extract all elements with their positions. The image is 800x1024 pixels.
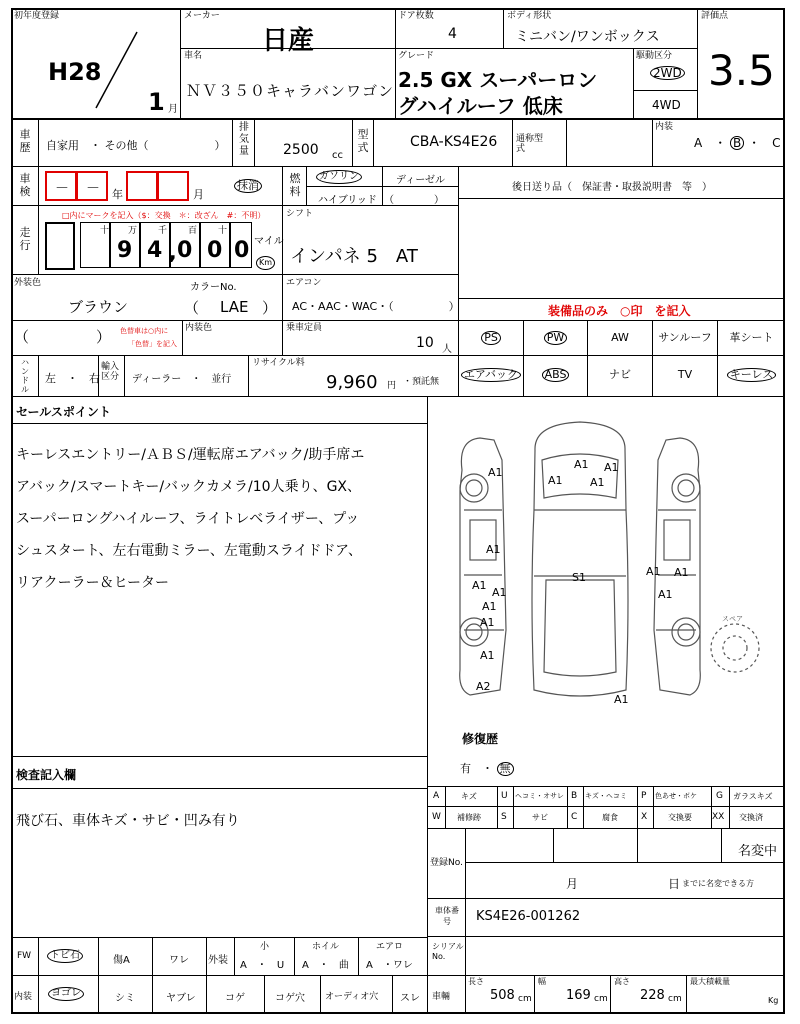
interior-grade: A ・ B ・ C	[694, 136, 781, 150]
wheel-label: ホイル	[312, 942, 340, 952]
load-unit: Kg	[768, 996, 779, 1005]
interior-audio-hole[interactable]: オーディオ穴	[325, 992, 379, 1002]
inspection-expired: 抹消	[234, 179, 262, 193]
height-label: 高さ	[614, 977, 630, 986]
mileage-note: □内にマークを記入（$：交換 ＊：改ざん #：不明）	[62, 211, 266, 220]
equip-keyless[interactable]: キーレス	[718, 360, 785, 390]
sales-line-4: シュスタート、左右電動ミラー、左電動スライドドア、	[16, 543, 362, 559]
color-change-note1: 色替車は○内に	[120, 327, 169, 335]
displacement: 2500	[283, 142, 319, 158]
interior-tear[interactable]: ヤブレ	[166, 993, 196, 1004]
recycle-fee: 9,960	[326, 372, 378, 393]
mileage-unit-ju: 十	[218, 226, 228, 236]
model-code: CBA-KS4E26	[410, 134, 498, 150]
damage-mark: A1	[480, 616, 495, 629]
grade-line1: 2.5 GX スーパーロン	[398, 68, 598, 92]
history-label: 車歴	[19, 128, 31, 154]
legend-desc: サビ	[532, 813, 548, 822]
fuel-gasoline: ガソリン	[316, 170, 362, 184]
length-label: 長さ	[468, 977, 484, 986]
color-no-open: （	[184, 299, 200, 317]
mileage-box-0[interactable]	[45, 222, 75, 270]
legend-code: C	[571, 812, 578, 822]
width-label: 幅	[538, 977, 546, 986]
registration-label: 登録No.	[430, 858, 463, 868]
legend-code: P	[641, 791, 647, 801]
aero-value[interactable]: A ・ワレ	[366, 960, 413, 971]
small-value[interactable]: A ・ U	[240, 960, 285, 971]
displacement-unit: cc	[332, 150, 343, 161]
damage-mark: A1	[472, 579, 487, 592]
damage-mark: S1	[572, 571, 586, 584]
mileage-unit-hyaku: 百	[188, 226, 198, 236]
import-label: 輸入区分	[101, 362, 120, 382]
recycle-label: リサイクル料	[252, 358, 305, 368]
date-slash	[92, 30, 142, 110]
mileage-comma: ,	[169, 240, 177, 264]
maker: 日産	[262, 26, 315, 56]
color-change-note2: 「色替」を記入	[128, 340, 177, 348]
repair-history-label: 修復歴	[462, 732, 499, 746]
legend-code: G	[716, 791, 723, 801]
damage-mark: A1	[486, 543, 501, 556]
wheel-value[interactable]: A ・ 曲	[302, 960, 349, 971]
fw-label: FW	[17, 951, 32, 961]
score: 3.5	[708, 46, 775, 95]
damage-mark: A1	[492, 586, 507, 599]
drive-label: 駆動区分	[636, 51, 673, 61]
capacity-label: 乗車定員	[286, 323, 323, 333]
color-change-open: （	[14, 328, 30, 346]
shift-label: シフト	[286, 209, 314, 219]
damage-mark: A1	[646, 565, 661, 578]
legend-code: X	[641, 812, 648, 822]
legend-code: U	[501, 791, 508, 801]
sales-line-2: アバック/スマートキー/バックカメラ/10人乗り、GX、	[16, 479, 362, 495]
dims-label: 車輛	[432, 992, 451, 1002]
handle-label: ハンドル	[21, 358, 29, 394]
car-diagram	[430, 400, 782, 720]
sales-line-5: リアクーラー＆ヒーター	[16, 575, 170, 591]
score-label: 評価点	[701, 11, 729, 21]
equip-navi[interactable]: ナビ	[609, 368, 631, 381]
serial-label: シリアルNo.	[432, 942, 464, 961]
legend-desc: キズ	[461, 792, 477, 801]
equipment-header: 装備品のみ ○印 を記入	[548, 304, 691, 318]
exterior-color-label: 外装色	[14, 278, 42, 288]
damage-mark: A1	[548, 474, 563, 487]
interior-stain[interactable]: ヨゴレ	[48, 987, 84, 1001]
car-name-label: 車名	[184, 51, 203, 61]
body-label: ボディ形状	[507, 11, 552, 21]
fw-crack[interactable]: ワレ	[169, 955, 189, 966]
delivery-items: 後日送り品（ 保証書・取扱説明書 等 ）	[512, 182, 712, 193]
damage-mark: A1	[482, 600, 497, 613]
first-reg-month: 1	[148, 88, 165, 116]
drive-2wd: 2WD	[650, 66, 685, 80]
legend-code: S	[501, 812, 507, 822]
displacement-label: 排気量	[239, 122, 249, 157]
sales-line-3: スーパーロングハイルーフ、ライトレベライザー、プッ	[16, 511, 360, 527]
mileage-unit-sen: 千	[158, 226, 168, 236]
inspection-notes: 飛び石、車体キズ・サビ・凹み有り	[16, 813, 240, 829]
color-change-close: ）	[96, 328, 112, 346]
legend-desc: 色あせ・ボケ	[655, 792, 697, 800]
model-label: 型式	[357, 128, 369, 154]
interior-wear[interactable]: スレ	[400, 993, 420, 1004]
registration-month: 月	[566, 877, 579, 891]
equip-tv[interactable]: TV	[677, 368, 693, 381]
interior-color-label: 内装色	[185, 323, 213, 333]
registration-deadline: までに名変できる方	[682, 879, 754, 888]
name-change: 名変中	[738, 844, 778, 859]
color-no-label: カラーNo.	[190, 282, 237, 293]
damage-mark: A2	[476, 680, 491, 693]
recycle-note: ・預託無	[403, 377, 440, 387]
mileage-digit-3: 0	[177, 238, 193, 263]
interior-burn[interactable]: コゲ	[225, 993, 245, 1004]
interior-row-label: 内装	[14, 992, 33, 1002]
mileage-digit-2: 4	[147, 238, 163, 263]
legend-desc: 交換済	[739, 813, 763, 822]
equip-pw[interactable]: PW	[524, 323, 587, 353]
legend-desc: 補修跡	[457, 813, 481, 822]
registration-day: 日	[668, 877, 681, 891]
legend-code: A	[433, 791, 440, 801]
doors-label: ドア枚数	[398, 11, 434, 21]
inspection-sep2: －	[86, 181, 100, 197]
mileage-unit-ten: 十	[100, 226, 110, 236]
legend-code: B	[571, 791, 578, 801]
fw-scratch[interactable]: 傷A	[113, 955, 130, 966]
height-unit: cm	[668, 994, 682, 1004]
legend-code: XX	[712, 812, 725, 822]
mileage-digit-5: 0	[234, 238, 250, 263]
legend-desc: ガラスキズ	[733, 792, 773, 801]
handle: 左 ・ 右	[45, 372, 100, 385]
length-unit: cm	[518, 994, 532, 1004]
mileage-digit-4: 0	[207, 238, 223, 263]
mileage-unit-km: Km	[256, 256, 275, 270]
legend-desc: 交換要	[668, 813, 692, 822]
first-reg-label: 初年度登録	[14, 11, 60, 21]
inspection-sep1: －	[55, 181, 69, 197]
exterior-label: 外装	[208, 955, 228, 966]
capacity: 10	[416, 335, 434, 351]
ac-value: AC・AAC・WAC・（ ）	[292, 300, 460, 313]
equip-leather[interactable]: 革シート	[729, 331, 774, 344]
inspection-year-unit: 年	[112, 188, 123, 201]
damage-mark: A1	[604, 461, 619, 474]
equip-aw[interactable]: AW	[611, 331, 629, 344]
inspection-month-box1[interactable]	[126, 171, 158, 201]
fuel-label: 燃料	[289, 172, 301, 198]
interior-spot[interactable]: シミ	[115, 993, 135, 1004]
damage-mark: A1	[480, 649, 495, 662]
chassis-number: KS4E26-001262	[476, 909, 581, 924]
length: 508	[490, 988, 515, 1003]
equip-ps[interactable]: PS	[459, 323, 523, 353]
mileage-digit-1: 9	[117, 238, 133, 263]
damage-mark: A1	[590, 476, 605, 489]
load-label: 最大積載量	[690, 977, 730, 986]
repair-history: 有 ・ 無	[460, 760, 514, 776]
doors: 4	[448, 26, 457, 42]
aero-label: エアロ	[376, 942, 404, 952]
legend-desc: 腐食	[602, 813, 618, 822]
equip-airbag[interactable]: エアバック	[459, 360, 523, 390]
color-no-close: ）	[262, 299, 278, 317]
damage-mark: A1	[614, 693, 629, 706]
legend-desc: キズ・ヘコミ	[585, 792, 627, 800]
common-model-label: 通称型式	[516, 134, 544, 154]
car-name: ＮＶ３５０キャラバンワゴン	[186, 82, 395, 100]
inspection-month-box2[interactable]	[157, 171, 189, 201]
exterior-color: ブラウン	[68, 298, 129, 316]
interior-grade-label: 内装	[655, 122, 674, 132]
height: 228	[640, 988, 665, 1003]
mileage-label: 走行	[19, 226, 31, 252]
inspection-notes-label: 検査記入欄	[16, 768, 77, 782]
first-reg-year: H28	[48, 58, 102, 86]
drive-4wd: 4WD	[652, 98, 681, 112]
mileage-unit-man: 万	[128, 226, 138, 236]
grade-label: グレード	[398, 51, 435, 61]
damage-mark: A1	[674, 566, 689, 579]
recycle-unit: 円	[387, 381, 397, 391]
ac-label: エアコン	[286, 278, 322, 288]
equip-sunroof[interactable]: サンルーフ	[658, 331, 712, 344]
grade-line2: グハイルーフ 低床	[398, 94, 563, 118]
import: ディーラー ・ 並行	[132, 374, 232, 385]
mileage-unit-mile: マイル	[254, 236, 284, 247]
damage-mark: A1	[488, 466, 503, 479]
damage-mark: A1	[574, 458, 589, 471]
sales-line-1: キーレスエントリー/ＡＢＳ/運転席エアバック/助手席エ	[16, 447, 365, 463]
fuel-diesel: ディーゼル	[396, 175, 445, 186]
inspection-label: 車検	[19, 172, 31, 198]
equip-abs[interactable]: ABS	[524, 360, 587, 390]
legend-code: W	[432, 812, 441, 822]
capacity-unit: 人	[442, 344, 452, 355]
chassis-label: 車体番号	[435, 906, 459, 926]
color-no: LAE	[220, 298, 249, 316]
spare-label: スペア	[722, 615, 743, 623]
shift-value: インパネ 5 AT	[290, 246, 418, 267]
sales-point-label: セールスポイント	[16, 405, 111, 419]
fuel-other: （ ）	[384, 195, 444, 206]
interior-burn-hole[interactable]: コゲ穴	[275, 993, 305, 1004]
fw-stone-chip[interactable]: トビ石	[47, 949, 83, 963]
small-label: 小	[260, 942, 270, 952]
damage-mark: A1	[658, 588, 673, 601]
width: 169	[566, 988, 591, 1003]
inspection-month-unit: 月	[193, 188, 204, 201]
fuel-hybrid: ハイブリッド	[318, 195, 377, 206]
body-type: ミニバン/ワンボックス	[515, 29, 660, 45]
month-unit: 月	[168, 104, 178, 115]
history: 自家用 ・ その他（ ）	[46, 139, 226, 152]
legend-desc: ヘコミ・オサレ	[515, 792, 564, 800]
width-unit: cm	[594, 994, 608, 1004]
maker-label: メーカー	[184, 11, 220, 21]
